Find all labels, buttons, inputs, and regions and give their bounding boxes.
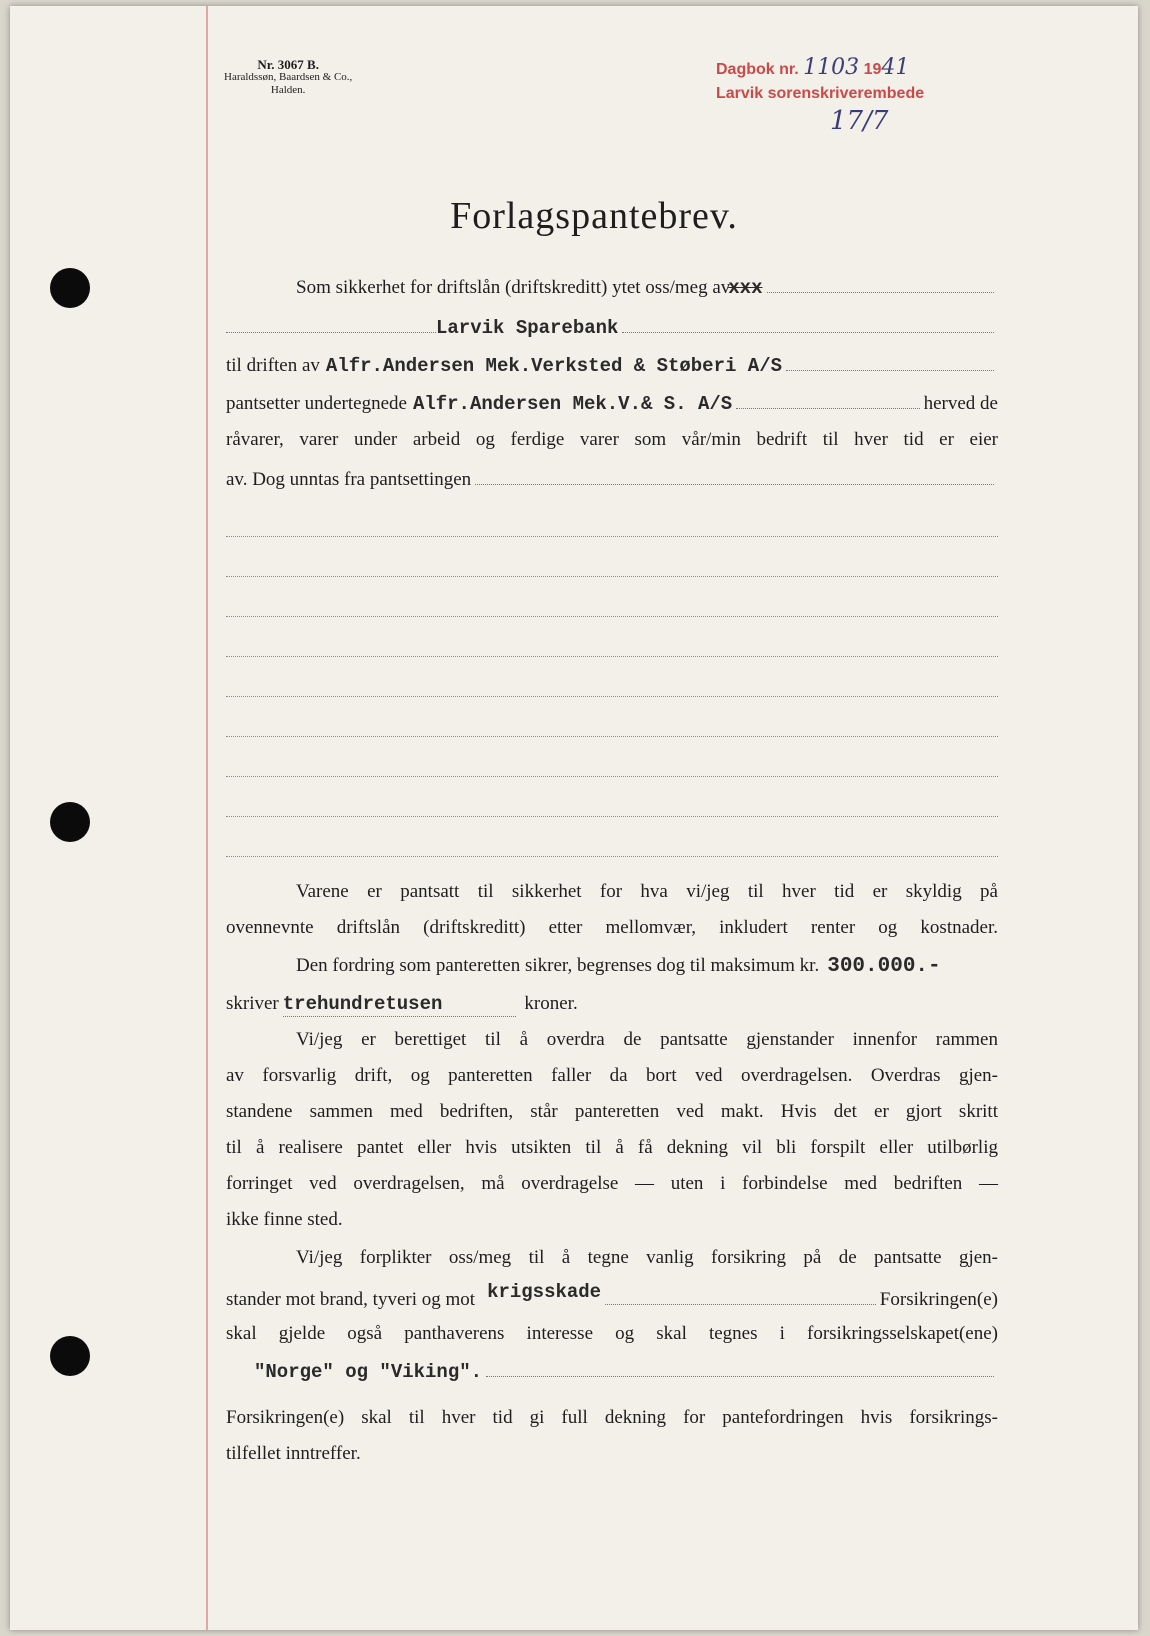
text-driften: til driften av: [226, 355, 320, 376]
max-amount: 300.000.-: [827, 955, 941, 978]
printer-imprint: [224, 58, 352, 97]
blank-line: [226, 776, 998, 777]
blank-line: [736, 390, 919, 409]
lender-name: Larvik Sparebank: [436, 317, 619, 339]
year-suffix: 41: [881, 55, 910, 80]
blank-line: [622, 314, 994, 333]
blank-line: [226, 536, 998, 537]
para4-line2: av forsvarlig drift, og panteretten faller da bort ved overdragelsen. Overdras gjen-: [226, 1065, 998, 1086]
text-herved: herved de: [923, 393, 998, 414]
text-ikke-finne-sted: ikke finne sted.: [226, 1209, 343, 1230]
blank-line: [226, 696, 998, 697]
dagbok-label: Dagbok nr.: [716, 61, 799, 78]
margin-rule: [206, 6, 208, 1630]
pledgor-name: Alfr.Andersen Mek.V.& S. A/S: [412, 393, 733, 415]
para3-line2: [226, 992, 626, 1017]
dagbok-number: 1103: [803, 55, 860, 80]
punch-hole: [50, 1336, 90, 1376]
para5-line3: skal gjelde også panthaverens interesse og skal tegnes i forsikringsselskapet(ene): [226, 1323, 998, 1344]
printer-city: Halden.: [270, 84, 306, 96]
insured-risk: krigsskade: [487, 1281, 602, 1303]
company-name: Alfr.Andersen Mek.Verksted & Støberi A/S: [325, 355, 782, 377]
para4-line5: forringet ved overdragelsen, må overdragelse — uten i forbindelse med bedriften —: [226, 1173, 998, 1194]
amount-in-words: trehundretusen: [283, 992, 517, 1017]
line-4: [226, 390, 998, 416]
para5-line4: [226, 1358, 998, 1384]
text-tilfellet: tilfellet inntreffer.: [226, 1443, 361, 1464]
punch-hole: [50, 802, 90, 842]
text-exclusions: av. Dog unntas fra pantsettingen: [226, 469, 472, 490]
text-forsikringen: Forsikringen(e): [879, 1289, 998, 1310]
text-skriver: skriver: [226, 993, 279, 1014]
para2-line1: Varene er pantsatt til sikkerhet for hva vi/jeg til hver tid er skyldig på: [296, 881, 998, 902]
office-name: Larvik sorenskriverembede: [716, 85, 925, 102]
struck-text: xxx: [728, 277, 763, 299]
line-2: [226, 314, 998, 340]
para4-line3: standene sammen med bedriften, står panteretten ved makt. Hvis det er gjort skritt: [226, 1101, 998, 1122]
line-5: råvarer, varer under arbeid og ferdige varer som vår/min bedrift til hver tid er eier: [226, 429, 998, 450]
text-brand-tyveri: stander mot brand, tyveri og mot: [226, 1289, 476, 1310]
blank-line: [605, 1286, 876, 1305]
blank-line: [486, 1358, 994, 1377]
blank-line: [786, 352, 994, 371]
line-6: [226, 466, 998, 492]
para2-line2: ovennevnte driftslån (driftskreditt) etter mellomvær, inkludert renter og kostnader.: [226, 917, 998, 938]
para6-line1: Forsikringen(e) skal til hver tid gi full dekning for pantefordringen hvis forsikrings-: [226, 1407, 998, 1428]
para4-line6: [226, 1208, 998, 1232]
para5-line1: Vi/jeg forplikter oss/meg til å tegne vanlig forsikring på de pantsatte gjen-: [296, 1247, 998, 1268]
blank-line: [226, 816, 998, 817]
para4-line1: Vi/jeg er berettiget til å overdra de pantsatte gjenstander innenfor rammen: [296, 1029, 998, 1050]
blank-line: [475, 466, 994, 485]
text-pantsetter: pantsetter undertegnede: [226, 393, 407, 414]
blank-line: [767, 274, 995, 293]
form-number: Nr. 3067 B.: [257, 57, 319, 72]
insurers: "Norge" og "Viking".: [254, 1361, 483, 1383]
document-title: Forlagspantebrev.: [450, 195, 738, 237]
para5-line2: [226, 1281, 998, 1312]
para3-line1: [296, 954, 1016, 979]
blank-line: [226, 656, 998, 657]
text-security-intro: Som sikkerhet for driftslån (driftskreditt) ytet oss/meg av: [296, 277, 731, 298]
para6-line2: [226, 1442, 998, 1466]
blank-line: [226, 616, 998, 617]
blank-line: [226, 576, 998, 577]
blank-line: [226, 856, 998, 857]
text-maximum: Den fordring som panteretten sikrer, begrenses dog til maksimum kr.: [296, 955, 820, 976]
line-1: [296, 274, 998, 300]
printer-name: Haraldssøn, Baardsen & Co.,: [224, 71, 353, 83]
blank-line: [226, 736, 998, 737]
registry-stamp: [716, 56, 924, 106]
year-prefix: 19: [863, 61, 882, 78]
document-page: [10, 6, 1138, 1630]
para4-line4: til å realisere pantet eller hvis utsikten til å få dekning vil bli forspilt eller utilbørlig: [226, 1137, 998, 1158]
blank-line: [226, 314, 436, 333]
text-kroner: kroner.: [524, 993, 578, 1014]
folio-note: 17/7: [830, 106, 889, 136]
line-3: [226, 352, 998, 378]
punch-hole: [50, 268, 90, 308]
